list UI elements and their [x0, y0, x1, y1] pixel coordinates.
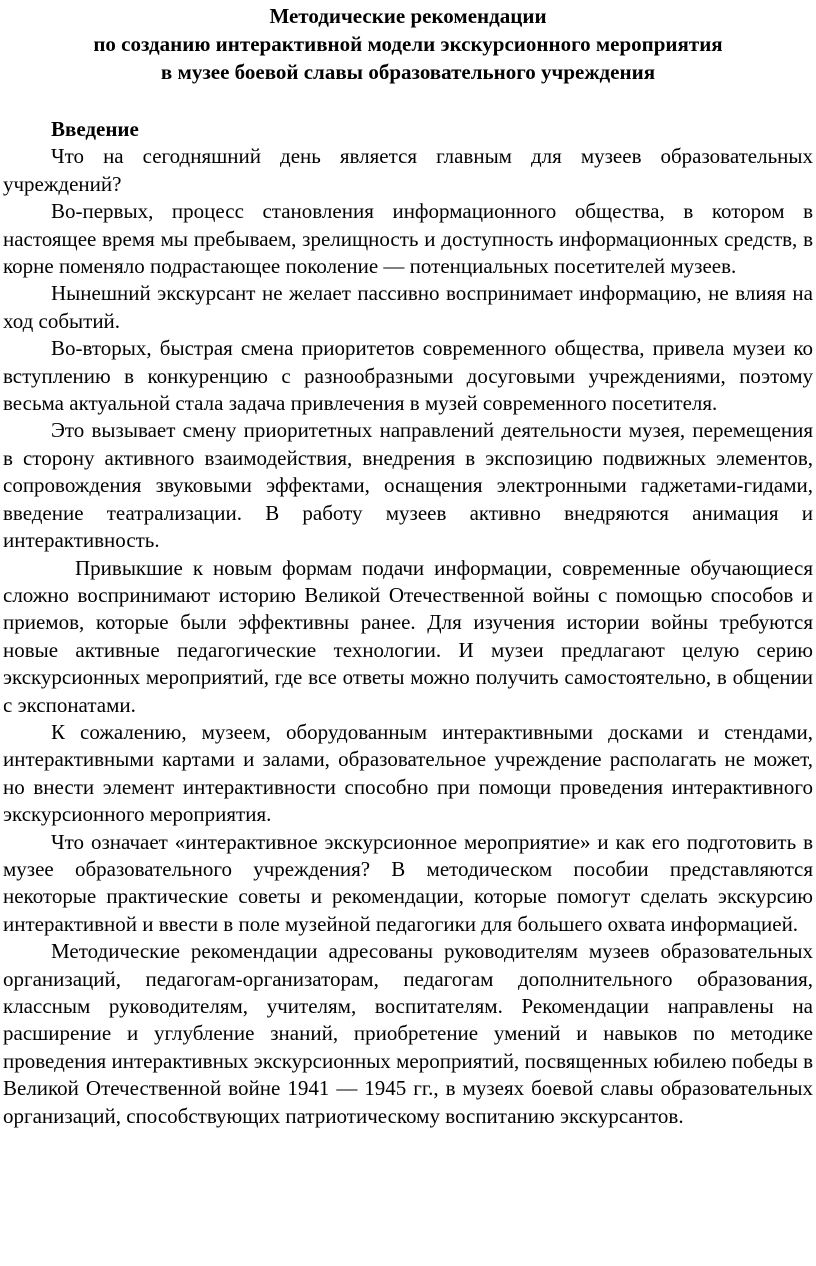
title-line-3: в музее боевой славы образовательного учреждения [160, 60, 656, 84]
paragraph-5: Это вызывает смену приоритетных направлений деятельности музея, перемещения в сторону активного взаимодействия, внедрения в экспозицию подвижных элементов, сопровождения звуковыми эффектами, оснащения электронными гаджетами-гидами, введение театрализации. В работу музеев активно внедряются анимация и интерактивность. [3, 418, 813, 553]
document-title [3, 2, 813, 86]
section-heading-introduction: Введение [51, 117, 139, 141]
title-line-2: по созданию интерактивной модели экскурсионного мероприятия [93, 32, 723, 56]
paragraph-6: Привыкшие к новым формам подачи информации, современные обучающиеся сложно воспринимают историю Великой Отечественной войны с помощью способов и приемов, которые были эффективны ранее. Для изучения истории войны требуются новые активные педагогические технологии. И музеи предлагают целую серию экскурсионных мероприятий, где все ответы можно получить самостоятельно, в общении с экспонатами. [3, 555, 813, 717]
paragraph-8: Что означает «интерактивное экскурсионное мероприятие» и как его подготовить в музее образовательного учреждения? В методическом пособии представляются некоторые практические советы и рекомендации, которые помогут сделать экскурсию интерактивной и ввести в поле музейной педагогики для большего охвата информацией. [3, 829, 813, 936]
paragraph-7: К сожалению, музеем, оборудованным интерактивными досками и стендами, интерактивными картами и залами, образовательное учреждение располагать не может, но внести элемент интерактивности способно при помощи проведения интерактивного экскурсионного мероприятия. [3, 719, 813, 827]
paragraph-2: Во-первых, процесс становления информационного общества, в котором в настоящее время мы пребываем, зрелищность и доступность информационных средств, в корне поменяло подрастающее поколение — потенциальных посетителей музеев. [3, 199, 813, 279]
paragraph-4: Во-вторых, быстрая смена приоритетов современного общества, привела музеи ко вступлению в конкуренцию с разнообразными досуговыми учреждениями, поэтому весьма актуальной стала задача привлечения в музей современного посетителя. [3, 336, 813, 416]
paragraph-9: Методические рекомендации адресованы руководителям музеев образовательных организаций, педагогам-организаторам, педагогам дополнительного образования, классным руководителям, учителям, воспитателям. Рекомендации направлены на расширение и углубление знаний, приобретение умений и навыков по методике проведения интерактивных экскурсионных мероприятий, посвященных юбилею победы в Великой Отечественной войне 1941 — 1945 гг., в музеях боевой славы образовательных организаций, способствующих патриотическому воспитанию экскурсантов. [3, 939, 813, 1128]
title-line-1: Методические рекомендации [269, 4, 547, 28]
paragraph-1: Что на сегодняшний день является главным для музеев образовательных учреждений? [3, 144, 813, 196]
paragraph-3: Нынешний экскурсант не желает пассивно воспринимает информацию, не влияя на ход событий. [3, 281, 813, 333]
